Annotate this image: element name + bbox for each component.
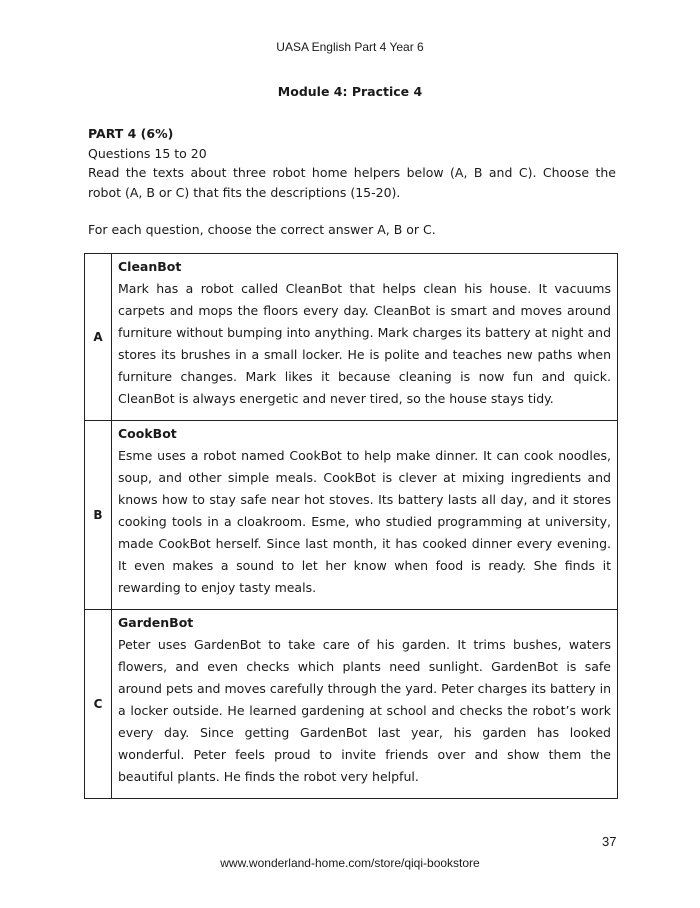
part-title: PART 4 (6%): [88, 126, 174, 141]
text-content: [112, 610, 618, 799]
table-row: [85, 254, 618, 421]
text-letter: B: [85, 421, 112, 610]
answer-instruction: For each question, choose the correct answer A, B or C.: [88, 222, 436, 237]
text-content: [112, 421, 618, 610]
text-letter: A: [85, 254, 112, 421]
footer-url: www.wonderland-home.com/store/qiqi-bookstore: [220, 856, 480, 870]
module-title: Module 4: Practice 4: [277, 84, 423, 99]
text-letter: C: [85, 610, 112, 799]
robot-description: Mark has a robot called CleanBot that helps clean his house. It vacuums carpets and mops the floors every day. CleanBot is smart and moves around furniture without bumping into anything. Mark charges its battery at night and stores its brushes in a small locker. He is polite and teaches new paths when furniture changes. Mark likes it because cleaning is now fun and quick. CleanBot is always energetic and never tired, so the house stays tidy.: [118, 281, 611, 406]
instructions-block: [88, 124, 616, 240]
table-row: [85, 421, 618, 610]
robot-texts-table: [84, 253, 618, 799]
questions-range: Questions 15 to 20: [88, 145, 207, 161]
robot-description: Peter uses GardenBot to take care of his garden. It trims bushes, waters flowers, and even checks which plants need sunlight. GardenBot is safe around pets and moves carefully through the yard. Peter charges its battery in a locker outside. He learned gardening at school and checks the robot’s work every day. Since getting GardenBot last year, his garden has looked wonderful. Peter feels proud to invite friends over and show them the beautiful plants. He finds the robot very helpful.: [118, 637, 611, 784]
task-description: Read the texts about three robot home helpers below (A, B and C). Choose the robot (A, B or C) that fits the descriptions (15-20).: [88, 165, 616, 200]
table-row: [85, 610, 618, 799]
page-number: 37: [602, 834, 617, 849]
robot-name: GardenBot: [118, 615, 194, 630]
text-content: [112, 254, 618, 421]
robot-description: Esme uses a robot named CookBot to help make dinner. It can cook noodles, soup, and other simple meals. CookBot is clever at mixing ingredients and knows how to stay safe near hot stoves. Its battery lasts all day, and it stores cooking tools in a cloakroom. Esme, who studied programming at university, made CookBot herself. Since last month, it has cooked dinner every evening. It even makes a sound to let her know when food is ready. She finds it rewarding to enjoy tasty meals.: [118, 448, 611, 595]
robot-name: CleanBot: [118, 259, 182, 274]
robot-name: CookBot: [118, 426, 177, 441]
page-header: UASA English Part 4 Year 6: [276, 40, 424, 54]
